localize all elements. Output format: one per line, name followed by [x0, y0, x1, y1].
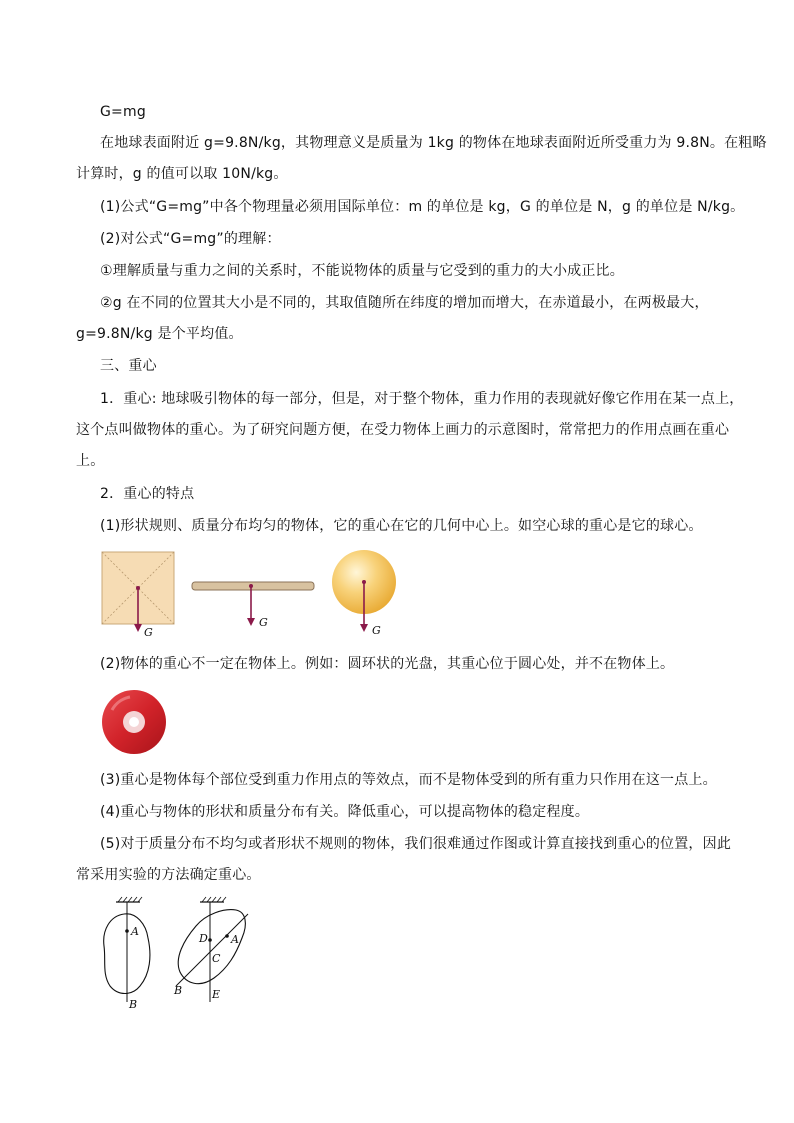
subheading: 2．重心的特点: [100, 486, 195, 502]
gravity-label: G: [144, 626, 153, 639]
formula-line: G=mg: [100, 104, 146, 120]
hang-point: [125, 929, 129, 933]
paragraph-line: (3)重心是物体每个部位受到重力作用点的等效点，而不是物体受到的所有重力只作用在这一点上。: [100, 772, 717, 788]
point-label: A: [131, 925, 139, 938]
paragraph-line: (2)对公式“G=mg”的理解：: [100, 231, 281, 247]
paragraph-line: g=9.8N/kg 是个平均值。: [76, 326, 243, 342]
irregular-plate: [178, 910, 245, 984]
section-heading: 三、重心: [100, 358, 157, 374]
paragraph-line: 在地球表面附近 g=9.8N/kg，其物理意义是质量为 1kg 的物体在地球表面附近所受重力为 9.8N。在粗略: [100, 135, 767, 151]
paragraph-line: 这个点叫做物体的重心。为了研究问题方便，在受力物体上画力的示意图时，常常把力的作用点画在重心: [76, 422, 730, 438]
cd-disc-figure: [100, 688, 168, 756]
point-label: B: [174, 984, 183, 997]
paragraph-line: 上。: [76, 453, 105, 469]
gravity-center-figure: [96, 546, 416, 642]
ceiling-hatch: [202, 897, 226, 902]
point-label: B: [129, 998, 138, 1010]
paragraph-line: 1．重心: 地球吸引物体的每一部分，但是，对于整个物体，重力作用的表现就好像它作用在某一点上，: [100, 391, 744, 407]
point-label: C: [212, 952, 221, 965]
paragraph-line: (4)重心与物体的形状和质量分布有关。降低重心，可以提高物体的稳定程度。: [100, 804, 590, 820]
arrow-head: [247, 618, 255, 626]
paragraph-line: 计算时，g 的值可以取 10N/kg。: [76, 166, 288, 182]
disc-hole: [129, 717, 139, 727]
hang-point: [225, 934, 229, 938]
arrow-head: [134, 624, 142, 632]
paragraph-line: (5)对于质量分布不均匀或者形状不规则的物体，我们很难通过作图或计算直接找到重心的位置，因此: [100, 836, 732, 852]
gravity-label: G: [372, 624, 381, 637]
point-label: E: [212, 988, 221, 1001]
paragraph-line: ②g 在不同的位置其大小是不同的，其取值随所在纬度的增加而增大，在赤道最小，在两极最大，: [100, 295, 709, 311]
paragraph-line: (1)公式“G=mg”中各个物理量必须用国际单位：m 的单位是 kg，G 的单位是 N，g 的单位是 N/kg。: [100, 199, 745, 215]
paragraph-line: (2)物体的重心不一定在物体上。例如：圆环状的光盘，其重心位于圆心处，并不在物体上。: [100, 656, 675, 672]
hang-point: [208, 938, 212, 942]
ceiling-hatch: [118, 897, 142, 902]
point-label: A: [231, 933, 239, 946]
suspension-method-figure: [96, 896, 266, 1010]
paragraph-line: 常采用实验的方法确定重心。: [76, 867, 261, 883]
paragraph-line: (1)形状规则、质量分布均匀的物体，它的重心在它的几何中心上。如空心球的重心是它的球心。: [100, 518, 703, 534]
point-label: D: [199, 932, 208, 945]
arrow-head: [360, 624, 368, 632]
gravity-label: G: [259, 616, 268, 629]
paragraph-line: ①理解质量与重力之间的关系时，不能说物体的质量与它受到的重力的大小成正比。: [100, 263, 624, 279]
